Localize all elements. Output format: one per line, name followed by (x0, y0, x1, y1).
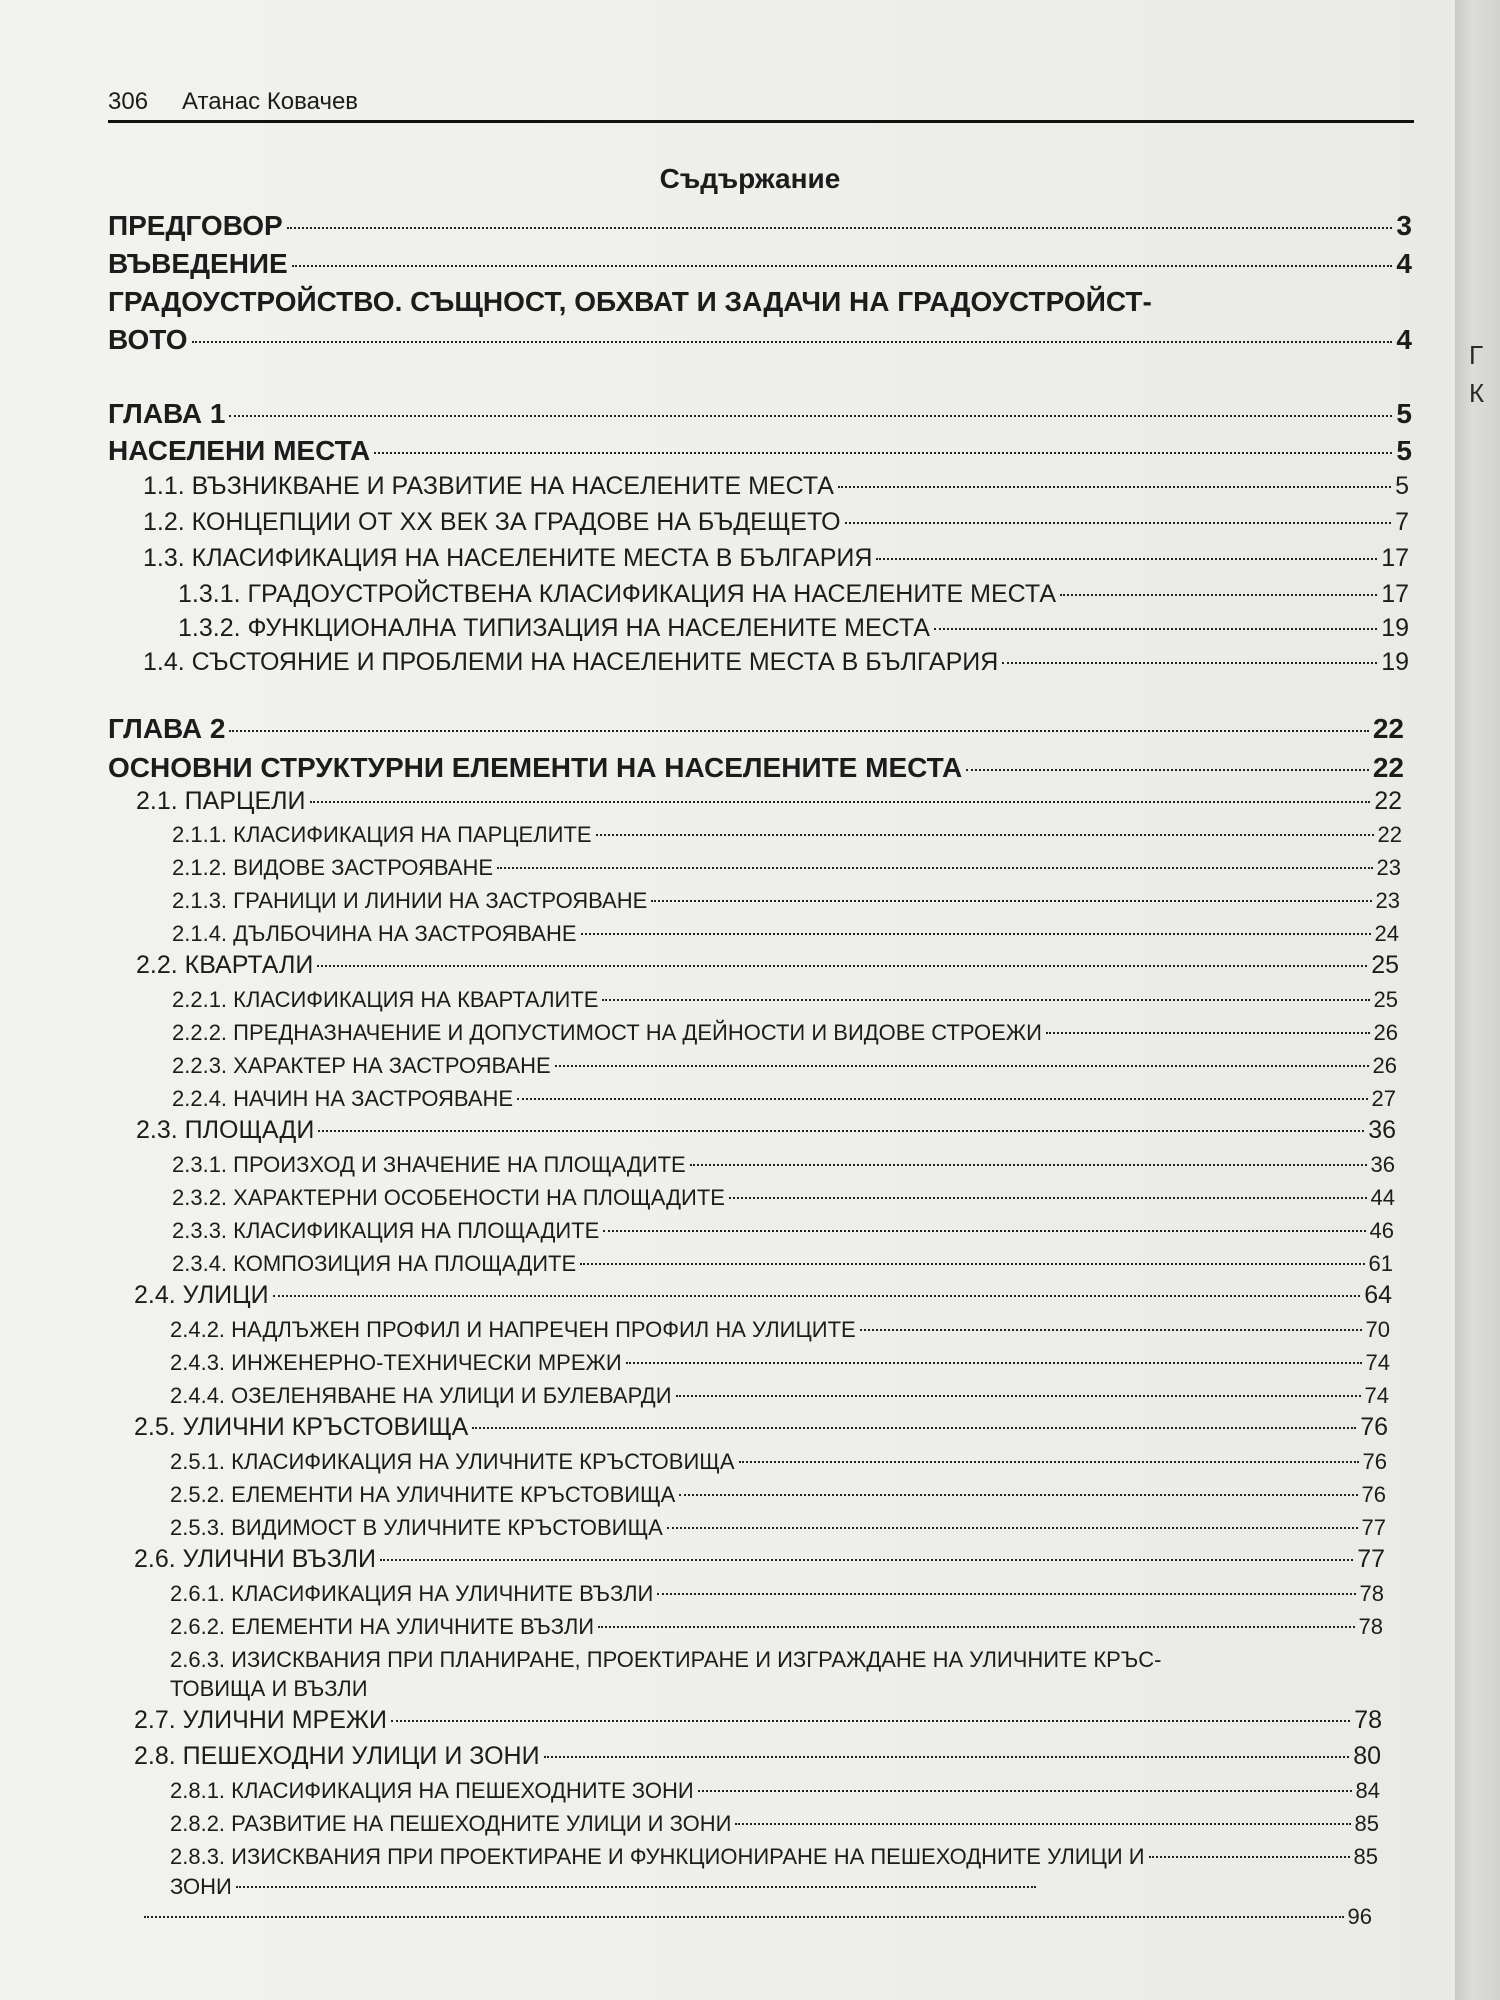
toc-entry (134, 1413, 1388, 1442)
toc-page: 61 (1368, 1251, 1393, 1276)
toc-entry (143, 472, 1409, 501)
toc-leader (229, 730, 1368, 732)
toc-page: 26 (1372, 1053, 1397, 1078)
toc-label: 2.2.3. ХАРАКТЕР НА ЗАСТРОЯВАНЕ (172, 1053, 551, 1078)
toc-leader (273, 1295, 1361, 1297)
toc-leader (192, 341, 1393, 343)
toc-leader (602, 999, 1369, 1001)
toc-label: 2.2.1. КЛАСИФИКАЦИЯ НА КВАРТАЛИТЕ (172, 987, 599, 1012)
toc-label: 1.3.1. ГРАДОУСТРОЙСТВЕНА КЛАСИФИКАЦИЯ НА НАСЕЛЕНИТЕ МЕСТА (178, 580, 1057, 608)
toc-label: ГЛАВА 2 (108, 713, 226, 744)
toc-entry (134, 1545, 1385, 1574)
toc-leader (598, 1626, 1354, 1628)
toc-entry (136, 787, 1402, 816)
toc-label: 1.2. КОНЦЕПЦИИ ОТ XX ВЕК ЗА ГРАДОВЕ НА БЪДЕЩЕТО (143, 508, 841, 536)
toc-label: ГЛАВА 1 (108, 398, 226, 429)
toc-leader (667, 1527, 1358, 1529)
toc-entry (170, 1778, 1380, 1803)
toc-entry (170, 1844, 1378, 1869)
author-name: Атанас Ковачев (182, 88, 359, 115)
toc-label: 2.2.2. ПРЕДНАЗНАЧЕНИЕ И ДОПУСТИМОСТ НА ДЕЙНОСТИ И ВИДОВЕ СТРОЕЖИ (172, 1020, 1042, 1045)
facing-page-edge (1455, 0, 1500, 2000)
toc-label: 2.5.1. КЛАСИФИКАЦИЯ НА УЛИЧНИТЕ КРЪСТОВИЩА (170, 1449, 735, 1474)
toc-entry (172, 1218, 1394, 1243)
toc-page: 5 (1396, 398, 1412, 429)
toc-page: 84 (1355, 1778, 1380, 1803)
toc-entry (170, 1482, 1386, 1507)
toc-entry (136, 951, 1399, 980)
toc-entry (172, 1185, 1395, 1210)
toc-page: 70 (1365, 1317, 1390, 1342)
toc-entry (108, 210, 1412, 242)
toc-leader (596, 834, 1374, 836)
toc-label-line: ТОВИЩА И ВЪЗЛИ (170, 1676, 368, 1701)
toc-leader (735, 1823, 1350, 1825)
toc-entry (170, 1874, 1040, 1899)
toc-entry (172, 855, 1401, 880)
toc-page: 25 (1371, 951, 1399, 979)
toc-entry (134, 1742, 1381, 1771)
toc-page: 85 (1354, 1811, 1379, 1836)
toc-label-line: ГРАДОУСТРОЙСТВО. СЪЩНОСТ, ОБХВАТ И ЗАДАЧИ НА ГРАДОУСТРОЙСТ- (108, 286, 1152, 317)
toc-entry (172, 921, 1399, 946)
toc-entry (178, 580, 1409, 609)
toc-leader (934, 628, 1377, 630)
toc-page: 5 (1395, 472, 1409, 500)
toc-entry (143, 648, 1409, 677)
page-title: Съдържание (659, 163, 841, 194)
toc-leader (581, 933, 1371, 935)
toc-label: 2.1.1. КЛАСИФИКАЦИЯ НА ПАРЦЕЛИТЕ (172, 822, 592, 847)
toc-label: 2.5.2. ЕЛЕМЕНТИ НА УЛИЧНИТЕ КРЪСТОВИЩА (170, 1482, 676, 1507)
toc-label: 2.3.4. КОМПОЗИЦИЯ НА ПЛОЩАДИТЕ (172, 1251, 577, 1276)
toc-leader (144, 1916, 1344, 1918)
toc-leader (651, 900, 1371, 902)
toc-entry (108, 435, 1412, 467)
toc-leader (676, 1395, 1361, 1397)
toc-page: 96 (1347, 1904, 1372, 1929)
toc-entry (172, 1152, 1395, 1177)
toc-page: 19 (1381, 614, 1409, 642)
toc-entry (134, 1281, 1392, 1310)
toc-page: 5 (1396, 435, 1412, 466)
toc-label: 2.6. УЛИЧНИ ВЪЗЛИ (134, 1545, 376, 1573)
toc-entry (170, 1811, 1379, 1836)
toc-leader (739, 1461, 1359, 1463)
toc-label: 1.4. СЪСТОЯНИЕ И ПРОБЛЕМИ НА НАСЕЛЕНИТЕ МЕСТА В БЪЛГАРИЯ (143, 648, 999, 676)
toc-label: 1.1. ВЪЗНИКВАНЕ И РАЗВИТИЕ НА НАСЕЛЕНИТЕ МЕСТА (143, 472, 834, 500)
toc-leader (698, 1790, 1352, 1792)
toc-label: 2.6.2. ЕЛЕМЕНТИ НА УЛИЧНИТЕ ВЪЗЛИ (170, 1614, 595, 1639)
toc-page: 36 (1368, 1116, 1396, 1144)
toc-page: 23 (1376, 855, 1401, 880)
toc-page: 76 (1360, 1413, 1388, 1441)
toc-page: 74 (1364, 1383, 1389, 1408)
toc-leader (860, 1329, 1362, 1331)
toc-page: 76 (1361, 1482, 1386, 1507)
toc-label: 2.8. ПЕШЕХОДНИ УЛИЦИ И ЗОНИ (134, 1742, 540, 1770)
toc-page: 4 (1396, 248, 1412, 279)
toc-page: 24 (1374, 921, 1399, 946)
toc-label: 1.3. КЛАСИФИКАЦИЯ НА НАСЕЛЕНИТЕ МЕСТА В БЪЛГАРИЯ (143, 544, 873, 572)
toc-entry (108, 248, 1412, 280)
toc-page: 17 (1381, 544, 1409, 572)
toc-entry (170, 1350, 1390, 1375)
toc-label: ОСНОВНИ СТРУКТУРНИ ЕЛЕМЕНТИ НА НАСЕЛЕНИТЕ МЕСТА (108, 752, 963, 783)
toc-entry (108, 324, 1412, 356)
edge-glyph: К (1469, 378, 1485, 408)
toc-leader (310, 801, 1371, 803)
toc-entry (140, 1904, 1372, 1929)
toc-entry (172, 1086, 1396, 1111)
toc-label: ПРЕДГОВОР (108, 210, 283, 241)
toc-entry (170, 1581, 1384, 1606)
toc-label: ВОТО (108, 324, 188, 355)
toc-entry (170, 1614, 1383, 1639)
toc-leader (544, 1756, 1350, 1758)
toc-page: 22 (1372, 752, 1404, 783)
toc-page: 64 (1364, 1281, 1392, 1309)
toc-label: 2.5.3. ВИДИМОСТ В УЛИЧНИТЕ КРЪСТОВИЩА (170, 1515, 663, 1540)
toc-page: 26 (1373, 1020, 1398, 1045)
toc-entry (172, 822, 1402, 847)
toc-leader (497, 867, 1372, 869)
toc-label: 2.6.1. КЛАСИФИКАЦИЯ НА УЛИЧНИТЕ ВЪЗЛИ (170, 1581, 654, 1606)
toc-entry (143, 544, 1409, 573)
toc-leader (472, 1427, 1356, 1429)
toc-label: 2.8.3. ИЗИСКВАНИЯ ПРИ ПРОЕКТИРАНЕ И ФУНКЦИОНИРАНЕ НА ПЕШЕХОДНИТЕ УЛИЦИ И (170, 1844, 1145, 1869)
toc-page: 3 (1396, 210, 1412, 241)
toc-page: 7 (1395, 508, 1409, 536)
toc-leader (317, 965, 1367, 967)
toc-label: 2.2. КВАРТАЛИ (136, 951, 314, 979)
toc-label: 2.4.4. ОЗЕЛЕНЯВАНЕ НА УЛИЦИ И БУЛЕВАРДИ (170, 1383, 672, 1408)
toc-page: 78 (1359, 1581, 1384, 1606)
toc-page: 74 (1365, 1350, 1390, 1375)
toc-leader (229, 415, 1392, 417)
toc-page: 44 (1370, 1185, 1395, 1210)
toc-leader (287, 227, 1393, 229)
toc-label: 2.7. УЛИЧНИ МРЕЖИ (134, 1706, 387, 1734)
toc-label-line: 2.6.3. ИЗИСКВАНИЯ ПРИ ПЛАНИРАНЕ, ПРОЕКТИРАНЕ И ИЗГРАЖДАНЕ НА УЛИЧНИТЕ КРЪС- (170, 1647, 1162, 1672)
toc-label: 2.3.1. ПРОИЗХОД И ЗНАЧЕНИЕ НА ПЛОЩАДИТЕ (172, 1152, 686, 1177)
toc-entry (170, 1449, 1387, 1474)
toc-label: 2.8.2. РАЗВИТИЕ НА ПЕШЕХОДНИТЕ УЛИЦИ И ЗОНИ (170, 1811, 732, 1836)
toc-label: 2.1.3. ГРАНИЦИ И ЛИНИИ НА ЗАСТРОЯВАНЕ (172, 888, 648, 913)
toc-leader (845, 522, 1392, 524)
toc-page: 77 (1357, 1545, 1385, 1573)
toc-page: 80 (1353, 1742, 1381, 1770)
toc-label: 2.1. ПАРЦЕЛИ (136, 787, 306, 815)
toc-entry (170, 1383, 1389, 1408)
toc-entry (134, 1706, 1382, 1735)
toc-leader (657, 1593, 1355, 1595)
toc-entry (108, 752, 1404, 784)
edge-glyph: Г (1469, 340, 1484, 370)
toc-label: НАСЕЛЕНИ МЕСТА (108, 435, 371, 466)
toc-leader (555, 1065, 1369, 1067)
toc-leader (966, 769, 1369, 771)
toc-leader (318, 1130, 1364, 1132)
toc-page: 22 (1374, 787, 1402, 815)
toc-label: ЗОНИ (170, 1874, 232, 1899)
toc-leader (517, 1098, 1367, 1100)
toc-label: 2.8.1. КЛАСИФИКАЦИЯ НА ПЕШЕХОДНИТЕ ЗОНИ (170, 1778, 694, 1803)
toc-leader (1002, 662, 1377, 664)
toc-entry (143, 508, 1409, 537)
toc-leader (1149, 1856, 1350, 1858)
toc-label: 2.1.2. ВИДОВЕ ЗАСТРОЯВАНЕ (172, 855, 494, 880)
toc-leader (391, 1720, 1350, 1722)
toc-page: 76 (1362, 1449, 1387, 1474)
toc-label: 2.3.3. КЛАСИФИКАЦИЯ НА ПЛОЩАДИТЕ (172, 1218, 600, 1243)
toc-entry (170, 1515, 1386, 1540)
toc-page: 36 (1370, 1152, 1395, 1177)
toc-entry (178, 614, 1409, 643)
toc-entry (108, 398, 1412, 430)
toc-label: 2.4.2. НАДЛЪЖЕН ПРОФИЛ И НАПРЕЧЕН ПРОФИЛ НА УЛИЦИТЕ (170, 1317, 856, 1342)
toc-entry (172, 987, 1398, 1012)
toc-entry (172, 1020, 1398, 1045)
toc-leader (603, 1230, 1365, 1232)
toc-leader (580, 1263, 1364, 1265)
page-number: 306 (108, 88, 149, 115)
toc-entry (172, 888, 1400, 913)
toc-entry (172, 1251, 1393, 1276)
toc-entry (108, 713, 1404, 745)
toc-page: 46 (1369, 1218, 1394, 1243)
toc-leader (380, 1559, 1353, 1561)
toc-label: 2.4. УЛИЦИ (134, 1281, 269, 1309)
toc-leader (1046, 1032, 1370, 1034)
toc-entry (136, 1116, 1396, 1145)
toc-label: 2.1.4. ДЪЛБОЧИНА НА ЗАСТРОЯВАНЕ (172, 921, 577, 946)
toc-leader (626, 1362, 1362, 1364)
toc-leader (1060, 594, 1377, 596)
toc-page: 22 (1372, 713, 1404, 744)
toc-leader (679, 1494, 1357, 1496)
toc-label: ВЪВЕДЕНИЕ (108, 248, 288, 279)
toc-page: 27 (1371, 1086, 1396, 1111)
toc-label: 1.3.2. ФУНКЦИОНАЛНА ТИПИЗАЦИЯ НА НАСЕЛЕНИТЕ МЕСТА (178, 614, 930, 642)
toc-label: 2.5. УЛИЧНИ КРЪСТОВИЩА (134, 1413, 469, 1441)
toc-page: 17 (1381, 580, 1409, 608)
toc-label: 2.4.3. ИНЖЕНЕРНО-ТЕХНИЧЕСКИ МРЕЖИ (170, 1350, 622, 1375)
toc-leader (690, 1164, 1367, 1166)
toc-label: 2.2.4. НАЧИН НА ЗАСТРОЯВАНЕ (172, 1086, 514, 1111)
toc-leader (292, 265, 1393, 267)
toc-leader (838, 486, 1391, 488)
toc-page: 77 (1361, 1515, 1386, 1540)
toc-page: 78 (1354, 1706, 1382, 1734)
toc-label: 2.3.2. ХАРАКТЕРНИ ОСОБЕНОСТИ НА ПЛОЩАДИТЕ (172, 1185, 725, 1210)
toc-label: 2.3. ПЛОЩАДИ (136, 1116, 315, 1144)
toc-page: 25 (1373, 987, 1398, 1012)
toc-page: 85 (1353, 1844, 1378, 1869)
toc-leader (729, 1197, 1367, 1199)
toc-page: 23 (1375, 888, 1400, 913)
toc-page: 78 (1358, 1614, 1383, 1639)
toc-entry (170, 1317, 1390, 1342)
toc-page: 22 (1377, 822, 1402, 847)
toc-page: 4 (1396, 324, 1412, 355)
toc-page: 19 (1381, 648, 1409, 676)
toc-entry (172, 1053, 1397, 1078)
toc-leader (236, 1886, 1036, 1888)
toc-leader (374, 452, 1392, 454)
toc-leader (876, 558, 1377, 560)
